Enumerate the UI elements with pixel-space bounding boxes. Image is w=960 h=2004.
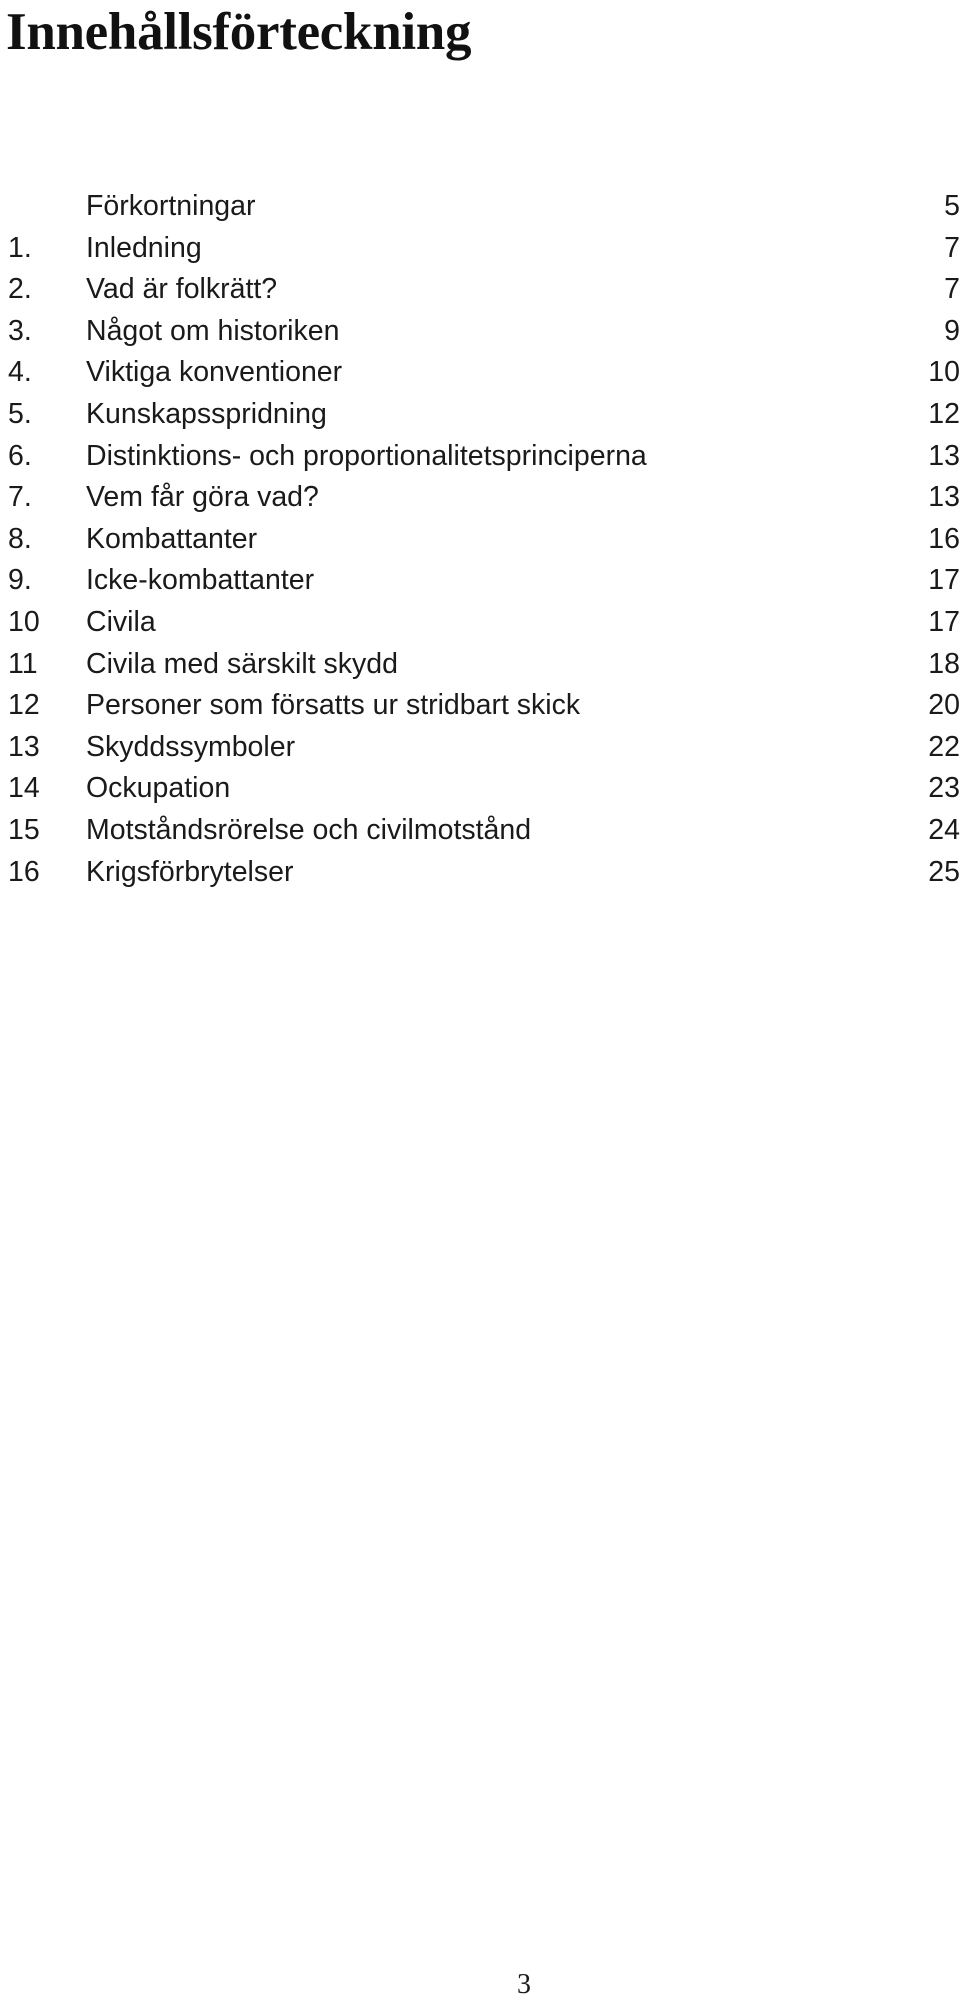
toc-entry [8, 311, 960, 353]
toc-entry-label: Kombattanter [86, 522, 258, 555]
toc-entry-label: Skyddssymboler [86, 730, 296, 763]
toc-entry-number: 6. [8, 439, 32, 472]
toc-entry [8, 852, 960, 894]
toc-entry [8, 560, 960, 602]
toc-entry-page: 22 [928, 730, 960, 763]
toc-entry-page: 20 [928, 689, 960, 722]
toc-entry-page: 5 [944, 190, 960, 222]
toc-entry-number: 7. [8, 481, 32, 514]
toc-entry-number: 11 [8, 647, 38, 680]
toc-entry-number: 10 [8, 605, 40, 638]
toc-entry-number: 8. [8, 522, 32, 555]
toc-entry-page: 7 [944, 231, 960, 264]
toc-entry-label: Krigsförbrytelser [86, 855, 294, 888]
toc-entry-page: 7 [944, 273, 960, 306]
toc-entry [8, 602, 960, 644]
toc-entry-label: Viktiga konventioner [86, 356, 343, 389]
toc-entry-abbreviations [8, 186, 960, 228]
toc-entry-label: Något om historiken [86, 314, 340, 347]
toc-entry-label: Förkortningar [86, 190, 256, 222]
toc-entry [8, 477, 960, 519]
toc-entry-page: 23 [928, 772, 960, 805]
toc-entry-label: Kunskapsspridning [86, 397, 327, 430]
toc-entry [8, 644, 960, 686]
toc-entry-number: 14 [8, 772, 40, 805]
toc-entry-number: 9. [8, 564, 32, 597]
toc-entry-label: Vem får göra vad? [86, 481, 319, 514]
toc-entry-number: 1. [8, 231, 32, 264]
toc-entry-label: Ockupation [86, 772, 231, 805]
toc-entry [8, 352, 960, 394]
toc-entry-label: Personer som försatts ur stridbart skick [86, 689, 581, 722]
toc-entry-page: 24 [928, 813, 960, 846]
toc-entry-number: 15 [8, 813, 40, 846]
toc-entry [8, 269, 960, 311]
toc-entry-number: 3. [8, 314, 32, 347]
toc-entry [8, 727, 960, 769]
toc-entry-label: Icke-kombattanter [86, 564, 315, 597]
toc-entry [8, 436, 960, 478]
toc-entry [8, 685, 960, 727]
toc-entry [8, 810, 960, 852]
page-number: 3 [517, 1969, 531, 2000]
toc-entry-number: 16 [8, 855, 40, 888]
toc-entry-number: 12 [8, 689, 40, 722]
toc-entry [8, 768, 960, 810]
table-of-contents [8, 186, 960, 893]
toc-entry-label: Civila [86, 605, 156, 638]
toc-entry-label: Inledning [86, 231, 202, 264]
toc-entry-page: 17 [928, 564, 960, 597]
toc-entry-label: Motståndsrörelse och civilmotstånd [86, 813, 532, 846]
toc-entry-page: 17 [928, 605, 960, 638]
toc-entry [8, 519, 960, 561]
toc-entry-page: 12 [928, 397, 960, 430]
toc-entry-page: 9 [944, 314, 960, 347]
toc-entry-page: 16 [928, 522, 960, 555]
page-title: Innehållsförteckning [6, 3, 472, 61]
toc-entry-number: 5. [8, 397, 32, 430]
toc-entry-label: Distinktions- och proportionalitetsprinciperna [86, 439, 647, 472]
toc-entry-number: 2. [8, 273, 32, 306]
toc-entry-label: Civila med särskilt skydd [86, 647, 398, 680]
toc-entry-number: 4. [8, 356, 32, 389]
toc-entry [8, 394, 960, 436]
toc-entry-page: 13 [928, 439, 960, 472]
toc-entry-page: 18 [928, 647, 960, 680]
toc-entry-page: 25 [928, 855, 960, 888]
toc-entry-label: Vad är folkrätt? [86, 273, 278, 306]
toc-entry-page: 10 [928, 356, 960, 389]
toc-entry [8, 228, 960, 270]
toc-entry-number: 13 [8, 730, 40, 763]
toc-entry-page: 13 [928, 481, 960, 514]
